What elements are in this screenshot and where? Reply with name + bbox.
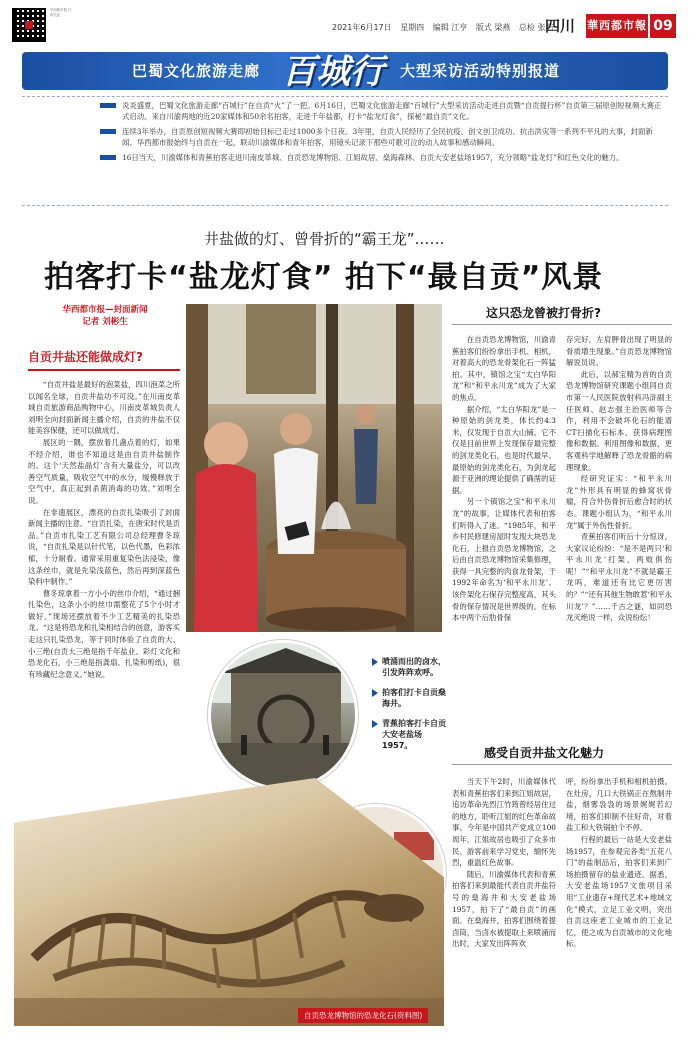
byline-outlet: 华西都市报—封面新闻 xyxy=(62,305,148,315)
header-date: 2021年6月17日 xyxy=(332,23,392,32)
byline xyxy=(40,304,170,328)
bullet-bar-icon xyxy=(100,155,116,160)
left-article xyxy=(28,348,180,680)
subheadline: 井盐做的灯、曾骨折的“霸王龙”…… xyxy=(204,230,445,248)
photo-caption: 拍客们打卡自贡燊海井。 xyxy=(372,687,452,709)
left-section-title: 自贡井盐还能做成灯? xyxy=(28,350,143,364)
header-meta xyxy=(332,22,559,33)
qr-side-text: 华西都市报 扫码关注 xyxy=(50,8,72,17)
triangle-pointer-icon xyxy=(372,720,378,728)
intro-item: 连续3年举办，自贡原创短视频大赛即初始目标已走过1000多个日夜。3年里，自贡人民经历了全民抗疫、创文创卫成功、抗击洪灾等一系列不平凡的大事，封面新闻、华西都市报始终与自贡在一起，联动川渝媒体和青年拍客，用镜头记录下那些可歌可泣的动人故事和感动瞬间。 xyxy=(100,126,666,148)
qr-logo-icon xyxy=(25,21,33,29)
photo-captions xyxy=(372,656,452,760)
left-section-rule xyxy=(28,369,180,371)
banner-script-title: 百城行 xyxy=(282,52,384,92)
right-bottom-col2: 呼，纷纷拿出手机和相机拍摄。在灶房，几口大铁锅正在熬制井盐，烟雾袅袅的场景娓娓若幻境，拍客们抑制不住好奇，对着盐工和大铁锅拍个不停。 行程的最后一站是大安老盐场1957，在参观完各类“五花八门”的盐制品后，拍客们来到广场拍摄留存的盐业遗迹。据悉，大安老盐场1957文旅项目采用“工业遗存+现代艺术+地域文化”模式，立足工业文明，突出自贡这座老工业城市的工业记忆，使之成为自贡城市的文化地标。 xyxy=(566,777,672,949)
header-section: 四川 xyxy=(544,17,575,35)
header-layout: 版式 梁燕 xyxy=(475,23,511,32)
intro-item: 16日当天，川渝媒体和青蕉拍客走进川南皮革城、自贡恐龙博物馆、江姐故居、燊海森林、自贡大安老盐场1957，充分领略“盐龙灯”和红色文化的魅力。 xyxy=(100,152,666,163)
page-number: 09 xyxy=(650,14,676,38)
photo-caption: 喷涌而出的卤水，引发阵阵欢呼。 xyxy=(372,656,452,678)
photo-caption: 青蕉拍客打卡自贡大安老盐场1957。 xyxy=(372,718,452,751)
right-top-col2: 存完好，左肩胛骨出现了明显的骨质增生现象。”自贡恐龙博物馆解说员说。 此后，以郝宝精为首的自贡恐龙博物馆研究课题小组同自贡市第一人民医院放射科冯浒副主任医师、赵志强主治医师等合作，利用不会破坏化石的能谱CT扫描化石标本，获得病理图像和数据。利用图像和数据，更客观科学地解释了恐龙骨骼的病理现象。 经研究证实：“和平永川龙”外形具有明显的蜂窝状骨瘤，符合外伤骨折后愈合时的状态。课题小组认为，“和平永川龙”属于外伤性骨折。 青蕉拍客们听后十分惊讶，大家议论纷纷：“是不是两只‘和平永川龙’打架，两败俱伤呢！”“和平永川龙”不就是霸王龙吗，难道还有比它更厉害的？”“还有其他生物敢惹‘和平永川龙’？”……千古之谜，如同恐龙灭绝说一样，众说纷纭！ xyxy=(566,335,672,623)
triangle-pointer-icon xyxy=(372,689,378,697)
right-bottom-col1: 当天下午2时，川渝媒体代表和青蕉拍客们来到江姐故居，追访革命先烈江竹筠曾经居住过的地方，聆听江姐的红色革命故事。今年是中国共产党成立100周年，江姐故居也吸引了众多市民、游客前来学习党史，缅怀先烈，重温红色故事。 随后，川渝媒体代表和青蕉拍客们来到最能代表自贡井盐符号的燊海井和大安老盐场1957，拍下了“最自贡”的画面。在燊海井，拍客们围绕着提卤筒，当卤水被提取上来喷涌而出时，大家发出阵阵欢 xyxy=(452,777,556,949)
triangle-pointer-icon xyxy=(372,658,378,666)
bullet-bar-icon xyxy=(100,129,116,134)
right-top-col1: 在自贡恐龙博物馆，川渝青蕉拍客们纷纷拿出手机、相机，对着高大的恐龙骨架化石一阵猛拍。其中，镇馆之宝“太白华阳龙”和“和平永川龙”成为了大家的焦点。 据介绍，“太白华阳龙”是一种原始的剑龙类，体长约4.3米，仅发现于自贡大山铺。它不仅是目前世界上发现保存最完整的剑龙类化石，也是时代最早、最原始的剑龙类化石，为剑龙起源于亚洲的理论提供了确凿的证据。 另一个镇馆之宝“和平永川龙”的故事，让媒体代表和拍客们听得入了迷。“1985年，和平乡村民修建房屋时发现大块恐龙化石，上报自贡恐龙博物馆，之后由自贡恐龙博物馆采集修理，获得一具完整的肉食龙骨架，于1992年命名为‘和平永川龙’。该件架化石保存完整度高，其头骨的保存情况是世界级的。在标本中两个后肋骨保 xyxy=(452,335,556,623)
headline: 拍客打卡“盐龙灯食” 拍下“最自贡”风景 xyxy=(44,260,604,295)
right-top-rule xyxy=(452,324,672,325)
right-bottom-title: 感受自贡井盐文化魅力 xyxy=(484,746,605,760)
right-top-title: 这只恐龙曾被打骨折? xyxy=(486,306,601,320)
circle-photo-saltworks xyxy=(208,640,358,790)
byline-reporter: 记者 刘彬生 xyxy=(82,317,128,327)
banner-left-text: 巴蜀文化旅游走廊 xyxy=(132,62,261,80)
header-editor: 编辑 江亨 xyxy=(432,23,468,32)
header-checker: 总检 张浩 xyxy=(518,23,554,32)
intro-box xyxy=(100,100,666,167)
fossil-caption: 自贡恐龙博物馆的恐龙化石(资料图) xyxy=(298,1008,428,1023)
right-bottom-rule xyxy=(452,764,672,765)
main-photo-brine-well xyxy=(186,304,442,632)
bullet-bar-icon xyxy=(100,103,116,108)
banner-right-text: 大型采访活动特别报道 xyxy=(400,62,561,80)
newspaper-logo: 華西都市報 xyxy=(586,14,648,38)
header-weekday: 星期四 xyxy=(400,23,425,32)
left-article-body: “自贡井盐是最好的泡菜盐，四川泡菜之所以闻名全球，自贡井盐功不可没。”在川南皮革城自贡旅游商品购物中心，川南皮革城负责人刘明全向封面新闻主播介绍，自贡的井盐不仅能美容保健，还可以做成灯。 展区的一隅，摆放着几盏点着的灯，如果不经介绍，谁也不知道这是由自贡井盐制作的。这个‘天然盐晶灯’含有大量盐分，可以改善空气质量，吸收空气中的水分，缓慢释放于空气中，真正起到杀菌消毒的功效。”刘明全说。 在非遗展区，漂亮的自贡扎染吸引了封面新闻主播的注意。“自贡扎染，在唐宋时代是贡品。”自贡市扎染工艺有限公司总经理曹冬琼说，“自贡扎染是以针代笔，以色代墨，色彩浓郁，十分耐看。通常采用重复染色法浸染，像这条丝巾，就是先染浅蓝色，然后再到深蓝色染料中制作。” 曹冬琼拿着一方小小的丝巾介绍，“通过捆扎染色，这条小小的丝巾需整花了5个小时才做好。”现场还摆放着不少工艺精美的扎染恐龙。“这是将恐龙和扎染相结合的创意，游客买走这只扎染恐龙，等于同时体验了自贡的大、小三绝(自贡大三绝是指千年盐业、彩灯文化和恐龙化石，小三绝是指龚扇、扎染和剪纸)，很有珍藏纪念意义。”她说。 xyxy=(28,380,180,679)
intro-item: 炎炎盛夏，巴蜀文化旅游走廊“百城行”在自贡“火”了一把。6月16日，巴蜀文化旅游走廊“百城行”大型采访活动走进自贡暨“自贡提行杯”自贡第三届原创短视频大赛正式启动。来自川渝两地的近20家媒体和50余名拍客，走进千年盐都，打卡“盐龙灯食”，探秘“最自贡”文化。 xyxy=(100,100,666,122)
